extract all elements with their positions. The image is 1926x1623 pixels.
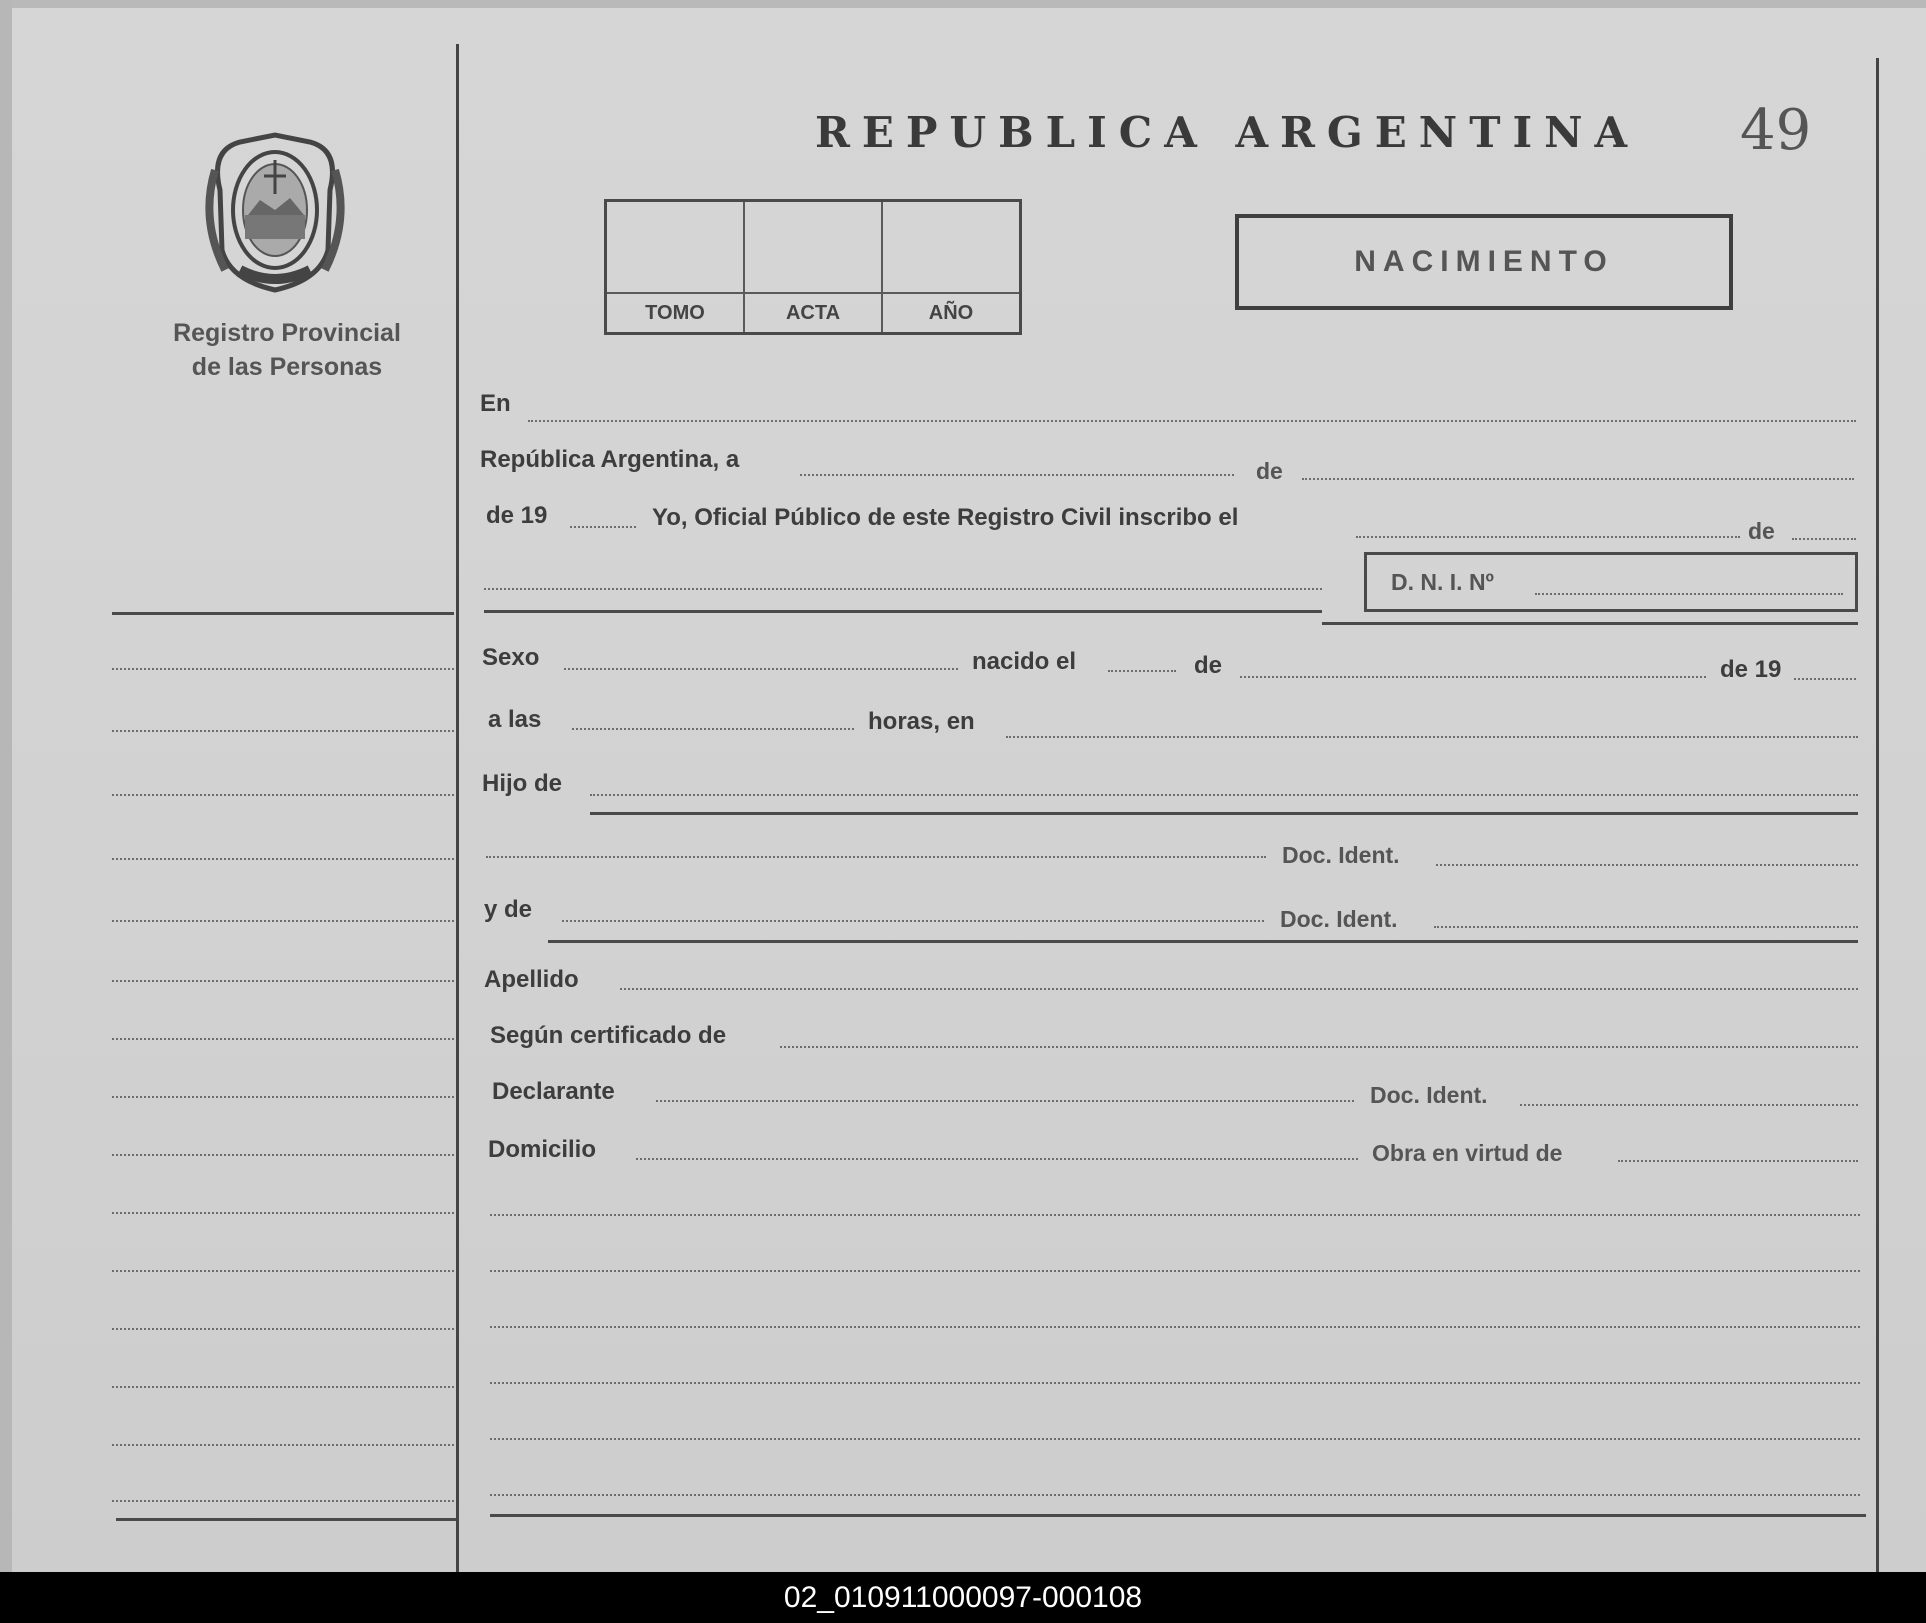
en-label: En xyxy=(480,390,511,417)
bottom-rule-right xyxy=(490,1514,1866,1517)
sexo-field[interactable] xyxy=(564,668,958,670)
name-field[interactable] xyxy=(484,588,1322,590)
father-name-field-2[interactable] xyxy=(486,856,1266,858)
section-divider-1b xyxy=(1322,622,1858,625)
declarante-field[interactable] xyxy=(656,1100,1354,1102)
year-field[interactable] xyxy=(570,526,636,528)
margin-line-8[interactable] xyxy=(112,1096,454,1098)
margin-line-3[interactable] xyxy=(112,794,454,796)
dni-label: D. N. I. Nº xyxy=(1391,569,1494,595)
doc-ident-label-3: Doc. Ident. xyxy=(1370,1082,1488,1108)
margin-line-10[interactable] xyxy=(112,1212,454,1214)
page-title: REPUBLICA ARGENTINA xyxy=(815,108,1640,157)
segun-label: Según certificado de xyxy=(490,1022,727,1049)
a-las-label: a las xyxy=(488,706,542,733)
image-id-footer xyxy=(0,1572,1926,1623)
margin-line-2[interactable] xyxy=(112,730,454,732)
domicilio-field[interactable] xyxy=(636,1158,1358,1160)
margin-line-1[interactable] xyxy=(112,668,454,670)
notes-line-6[interactable] xyxy=(490,1494,1860,1496)
margin-line-13[interactable] xyxy=(112,1386,454,1388)
organization-name-line2: de las Personas xyxy=(191,353,383,381)
father-doc-field[interactable] xyxy=(1436,864,1858,866)
ano-label: AÑO xyxy=(883,292,1019,332)
margin-line-12[interactable] xyxy=(112,1328,454,1330)
nacido-el-label: nacido el xyxy=(972,648,1077,675)
document-type-box xyxy=(1235,214,1733,310)
father-underline xyxy=(590,812,1858,815)
sexo-label: Sexo xyxy=(482,644,540,671)
page-number: 49 xyxy=(1740,98,1812,163)
obra-label: Obra en virtud de xyxy=(1372,1140,1563,1166)
en-field[interactable] xyxy=(528,420,1856,422)
dni-field[interactable] xyxy=(1535,593,1843,595)
margin-line-11[interactable] xyxy=(112,1270,454,1272)
dni-box xyxy=(1364,552,1858,612)
de-19-label: de 19 xyxy=(486,502,548,529)
birthplace-field[interactable] xyxy=(1006,736,1858,738)
apellido-field[interactable] xyxy=(620,988,1858,990)
declarante-label: Declarante xyxy=(492,1078,615,1105)
republica-label: República Argentina, a xyxy=(480,446,740,473)
month-field[interactable] xyxy=(1302,478,1854,480)
provincial-seal-icon xyxy=(200,130,350,295)
notes-line-5[interactable] xyxy=(490,1438,1860,1440)
margin-line-4[interactable] xyxy=(112,858,454,860)
margin-line-5[interactable] xyxy=(112,920,454,922)
mother-underline xyxy=(548,940,1858,943)
apellido-label: Apellido xyxy=(484,966,579,993)
nacido-day-field[interactable] xyxy=(1108,670,1176,672)
ano-cell[interactable] xyxy=(883,202,1019,332)
domicilio-label: Domicilio xyxy=(488,1136,597,1163)
de-label-3: de xyxy=(1194,652,1223,679)
nacido-year-field[interactable] xyxy=(1794,678,1856,680)
registry-box xyxy=(604,199,1022,335)
doc-ident-label-1: Doc. Ident. xyxy=(1282,842,1400,868)
bottom-rule-left xyxy=(116,1518,456,1521)
tomo-cell[interactable] xyxy=(607,202,745,332)
margin-line-9[interactable] xyxy=(112,1154,454,1156)
page-top-edge xyxy=(0,0,1926,8)
margin-line-7[interactable] xyxy=(112,1038,454,1040)
notes-line-1[interactable] xyxy=(490,1214,1860,1216)
hijo-de-label: Hijo de xyxy=(482,770,563,797)
day-field[interactable] xyxy=(800,474,1234,476)
inscribo-field[interactable] xyxy=(1356,536,1740,538)
acta-cell[interactable] xyxy=(745,202,883,332)
horas-en-label: horas, en xyxy=(868,708,975,735)
document-type-label: NACIMIENTO xyxy=(1354,245,1614,278)
tomo-label: TOMO xyxy=(607,292,743,332)
left-section-divider xyxy=(112,612,454,615)
notes-line-2[interactable] xyxy=(490,1270,1860,1272)
hour-field[interactable] xyxy=(572,728,854,730)
mother-doc-field[interactable] xyxy=(1434,926,1858,928)
nacido-month-field[interactable] xyxy=(1240,676,1706,678)
mother-name-field[interactable] xyxy=(562,920,1264,922)
margin-line-6[interactable] xyxy=(112,980,454,982)
de-19-label-2: de 19 xyxy=(1720,656,1782,683)
de-label-2: de xyxy=(1748,518,1775,544)
declarante-doc-field[interactable] xyxy=(1520,1104,1858,1106)
margin-line-14[interactable] xyxy=(112,1444,454,1446)
father-name-field[interactable] xyxy=(590,794,1858,796)
inscribo-de-field[interactable] xyxy=(1792,538,1856,540)
margin-line-15[interactable] xyxy=(112,1500,454,1502)
oficial-label: Yo, Oficial Público de este Registro Civil inscribo el xyxy=(652,504,1239,531)
notes-line-3[interactable] xyxy=(490,1326,1860,1328)
certificado-field[interactable] xyxy=(780,1046,1858,1048)
section-divider-1 xyxy=(484,610,1322,613)
image-id-label: 02_010911000097-000108 xyxy=(783,1581,1143,1614)
y-de-label: y de xyxy=(484,896,533,923)
de-label-1: de xyxy=(1256,458,1283,484)
right-border-line xyxy=(1876,58,1879,1572)
obra-field[interactable] xyxy=(1618,1160,1858,1162)
page-left-edge xyxy=(0,0,12,1572)
acta-label: ACTA xyxy=(745,292,881,332)
organization-name xyxy=(152,316,422,384)
notes-line-4[interactable] xyxy=(490,1382,1860,1384)
left-column-divider xyxy=(456,44,459,1572)
organization-name-line1: Registro Provincial xyxy=(173,319,401,347)
doc-ident-label-2: Doc. Ident. xyxy=(1280,906,1398,932)
